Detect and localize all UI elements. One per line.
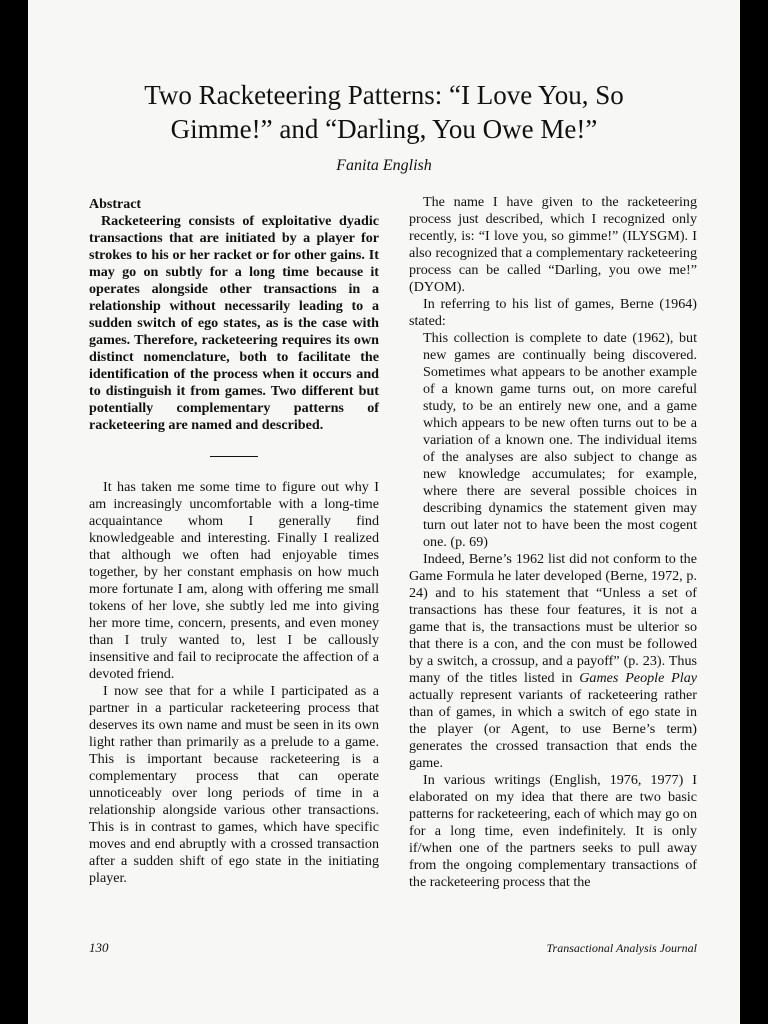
body-paragraph: It has taken me some time to figure out why I am increasingly uncomfortable with a long-time acquaintance whom I generally find knowledgeable and interesting. Finally I realized that although we often had enjoyable times together, by her constant emphasis on how much more fortunate I am, along with offering me small tokens of her love, she subtly led me into giving her more time, concern, presents, and even money than I truly wanted to, lest I be callously insensitive and fail to reciprocate the affection of a devoted friend. xyxy=(89,479,379,682)
body-paragraph: In referring to his list of games, Berne (1964) stated: xyxy=(409,296,697,329)
abstract-heading: Abstract xyxy=(89,197,142,212)
book-title: Games People Play xyxy=(579,670,697,686)
paragraph-text: actually represent variants of racketeering rather than of games, in which a switch of ego state in the player (or Agent, to use Berne’s term) generates the crossed transaction that ends the game. xyxy=(409,687,697,771)
body-paragraph: I now see that for a while I participated as a partner in a particular racketeering process that deserves its own name and must be seen in its own light rather than primarily as a prelude to a game. This is important because racketeering is a complementary process that can operate unnoticeably over long periods of time in a relationship alongside various other transactions. This is in contrast to games, which have specific moves and end abruptly with a crossed transaction after a sudden shift of ego state in the initiating player. xyxy=(89,683,379,886)
journal-name: Transactional Analysis Journal xyxy=(546,941,697,955)
body-paragraph xyxy=(409,551,697,772)
right-column xyxy=(409,194,697,891)
block-quote: This collection is complete to date (1962), but new games are continually being discovered. Sometimes what appears to be another example of a known game turns out, on more careful study, to be an entirely new one, and a game which appears to be new often turns out to be a variation of a known one. The individual items of the analyses are also subject to change as new knowledge accumulates; for example, where there are several possible choices in describing dynamics the statement given may turn out later not to have been the most cogent one. (p. 69) xyxy=(423,330,697,550)
author-name: Fanita English xyxy=(336,157,432,174)
title-line-2: Gimme!” and “Darling, You Owe Me!” xyxy=(170,114,598,144)
page-number: 130 xyxy=(89,940,109,955)
body-paragraph: In various writings (English, 1976, 1977) I elaborated on my idea that there are two basic patterns for racketeering, each of which may go on for a long time, even indefinitely. It is only if/when one of the partners seeks to pull away from the ongoing complementary transactions of the racketeering process that the xyxy=(409,772,697,890)
body-paragraph: The name I have given to the racketeering process just described, which I recognized only recently, is: “I love you, so gimme!” (ILYSGM). I also recognized that a complementary racketeering process can be called “Darling, you owe me!” (DYOM). xyxy=(409,194,697,295)
abstract-body: Racketeering consists of exploitative dyadic transactions that are initiated by a player for strokes to his or her racket or for other gains. It may go on subtly for a long time because it operates alongside other transactions in a relationship without necessarily leading to a sudden switch of ego states, as is the case with games. Therefore, racketeering requires its own distinct nomenclature, both to facilitate the identification of the process when it occurs and to distinguish it from games. Two different but potentially complementary patterns of racketeering are named and described. xyxy=(89,213,379,433)
journal-page xyxy=(28,0,740,1024)
article-title xyxy=(28,78,740,146)
title-line-1: Two Racketeering Patterns: “I Love You, So xyxy=(144,80,624,110)
section-divider xyxy=(210,456,258,457)
paragraph-text: Indeed, Berne’s 1962 list did not conform to the Game Formula he later developed (Berne, 1972, p. 24) and to his statement that “Unless a set of transactions has these four features, it is not a game that is, the transactions must be ulterior so that there is a con, and the con must be followed by a switch, a crossup, and a payoff” (p. 23). Thus many of the titles listed in xyxy=(409,551,697,686)
left-column xyxy=(89,196,379,887)
